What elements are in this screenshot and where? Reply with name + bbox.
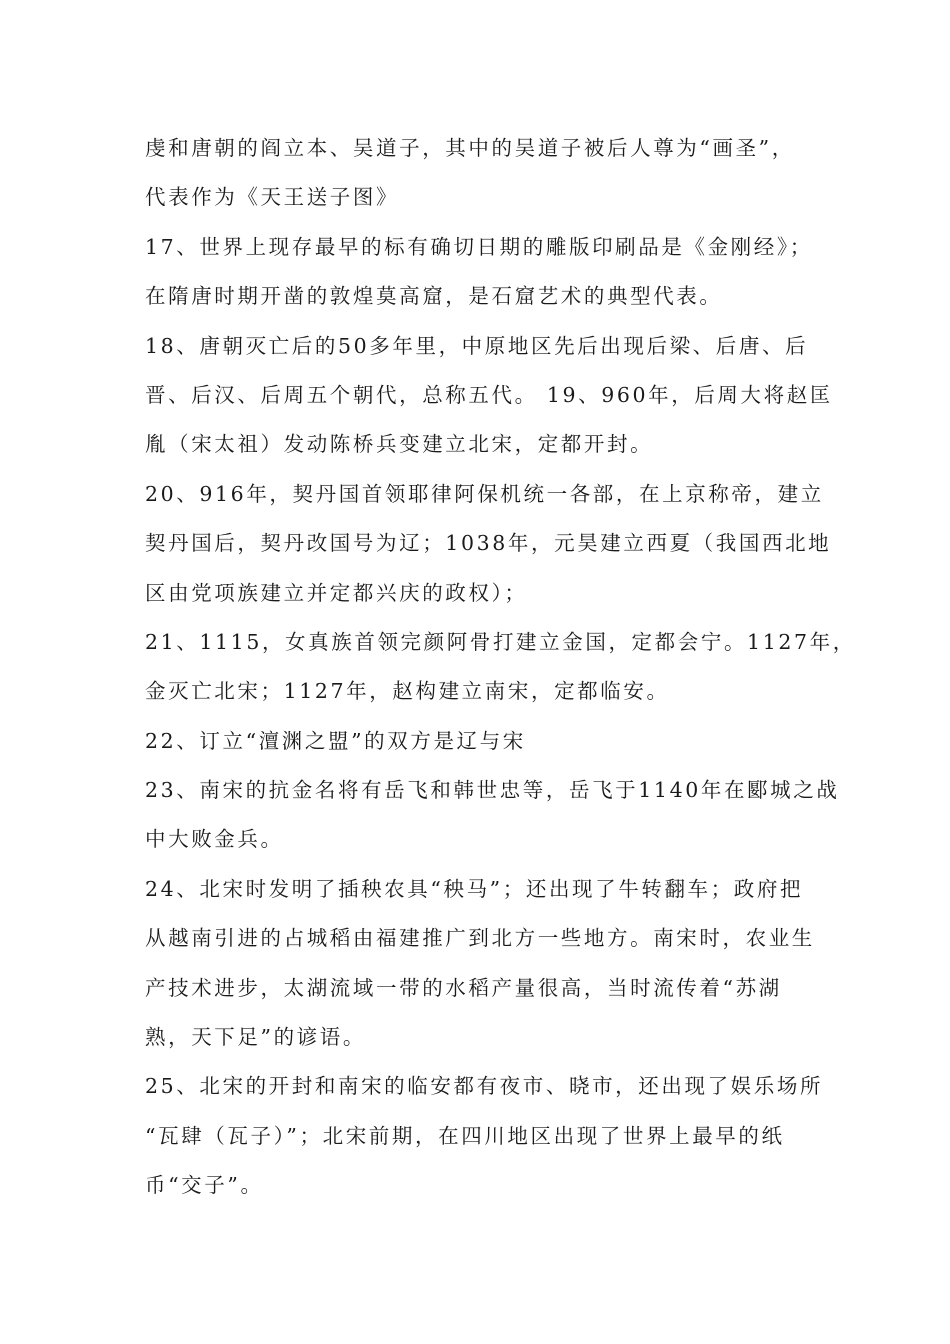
text-line: 在隋唐时期开凿的敦煌莫高窟，是石窟艺术的典型代表。 <box>145 284 723 309</box>
document-body <box>145 129 856 1216</box>
text-line: 20、916年，契丹国首领耶律阿保机统一各部，在上京称帝，建立 <box>145 481 824 506</box>
text-line: “瓦肆（瓦子）”；北宋前期，在四川地区出现了世界上最早的纸 <box>145 1123 785 1148</box>
text-line: 中大败金兵。 <box>145 827 284 852</box>
text-line: 熟，天下足”的谚语。 <box>145 1025 366 1050</box>
text-line: 契丹国后，契丹改国号为辽；1038年，元昊建立西夏（我国西北地 <box>145 531 832 556</box>
text-line: 晋、后汉、后周五个朝代，总称五代。 19、960年，后周大将赵匡 <box>145 382 833 407</box>
text-line: 产技术进步，太湖流域一带的水稻产量很高，当时流传着“苏湖 <box>145 975 782 1000</box>
text-line: 17、世界上现存最早的标有确切日期的雕版印刷品是《金刚经》； <box>145 234 813 259</box>
text-line: 从越南引进的占城稻由福建推广到北方一些地方。南宋时，农业生 <box>145 926 815 951</box>
text-line: 区由党项族建立并定都兴庆的政权）； <box>145 580 528 605</box>
text-line: 18、唐朝灭亡后的50多年里，中原地区先后出现后梁、后唐、后 <box>145 333 809 358</box>
text-line: 24、北宋时发明了插秧农具“秧马”；还出现了牛转翻车；政府把 <box>145 876 804 901</box>
text-line: 币“交子”。 <box>145 1173 264 1198</box>
text-line: 21、1115，女真族首领完颜阿骨打建立金国，定都会宁。1127年， <box>145 629 856 654</box>
text-line: 胤（宋太祖）发动陈桥兵变建立北宋，定都开封。 <box>145 432 654 457</box>
text-line: 25、北宋的开封和南宋的临安都有夜市、晓市，还出现了娱乐场所 <box>145 1074 824 1099</box>
text-line: 虔和唐朝的阎立本、吴道子，其中的吴道子被后人尊为“画圣”， <box>145 136 795 160</box>
text-line: 金灭亡北宋；1127年，赵构建立南宋，定都临安。 <box>145 679 670 704</box>
text-line: 23、南宋的抗金名将有岳飞和韩世忠等，岳飞于1140年在郾城之战 <box>145 778 840 803</box>
text-line: 代表作为《天王送子图》 <box>145 185 400 210</box>
text-line: 22、订立“澶渊之盟”的双方是辽与宋 <box>145 728 526 753</box>
